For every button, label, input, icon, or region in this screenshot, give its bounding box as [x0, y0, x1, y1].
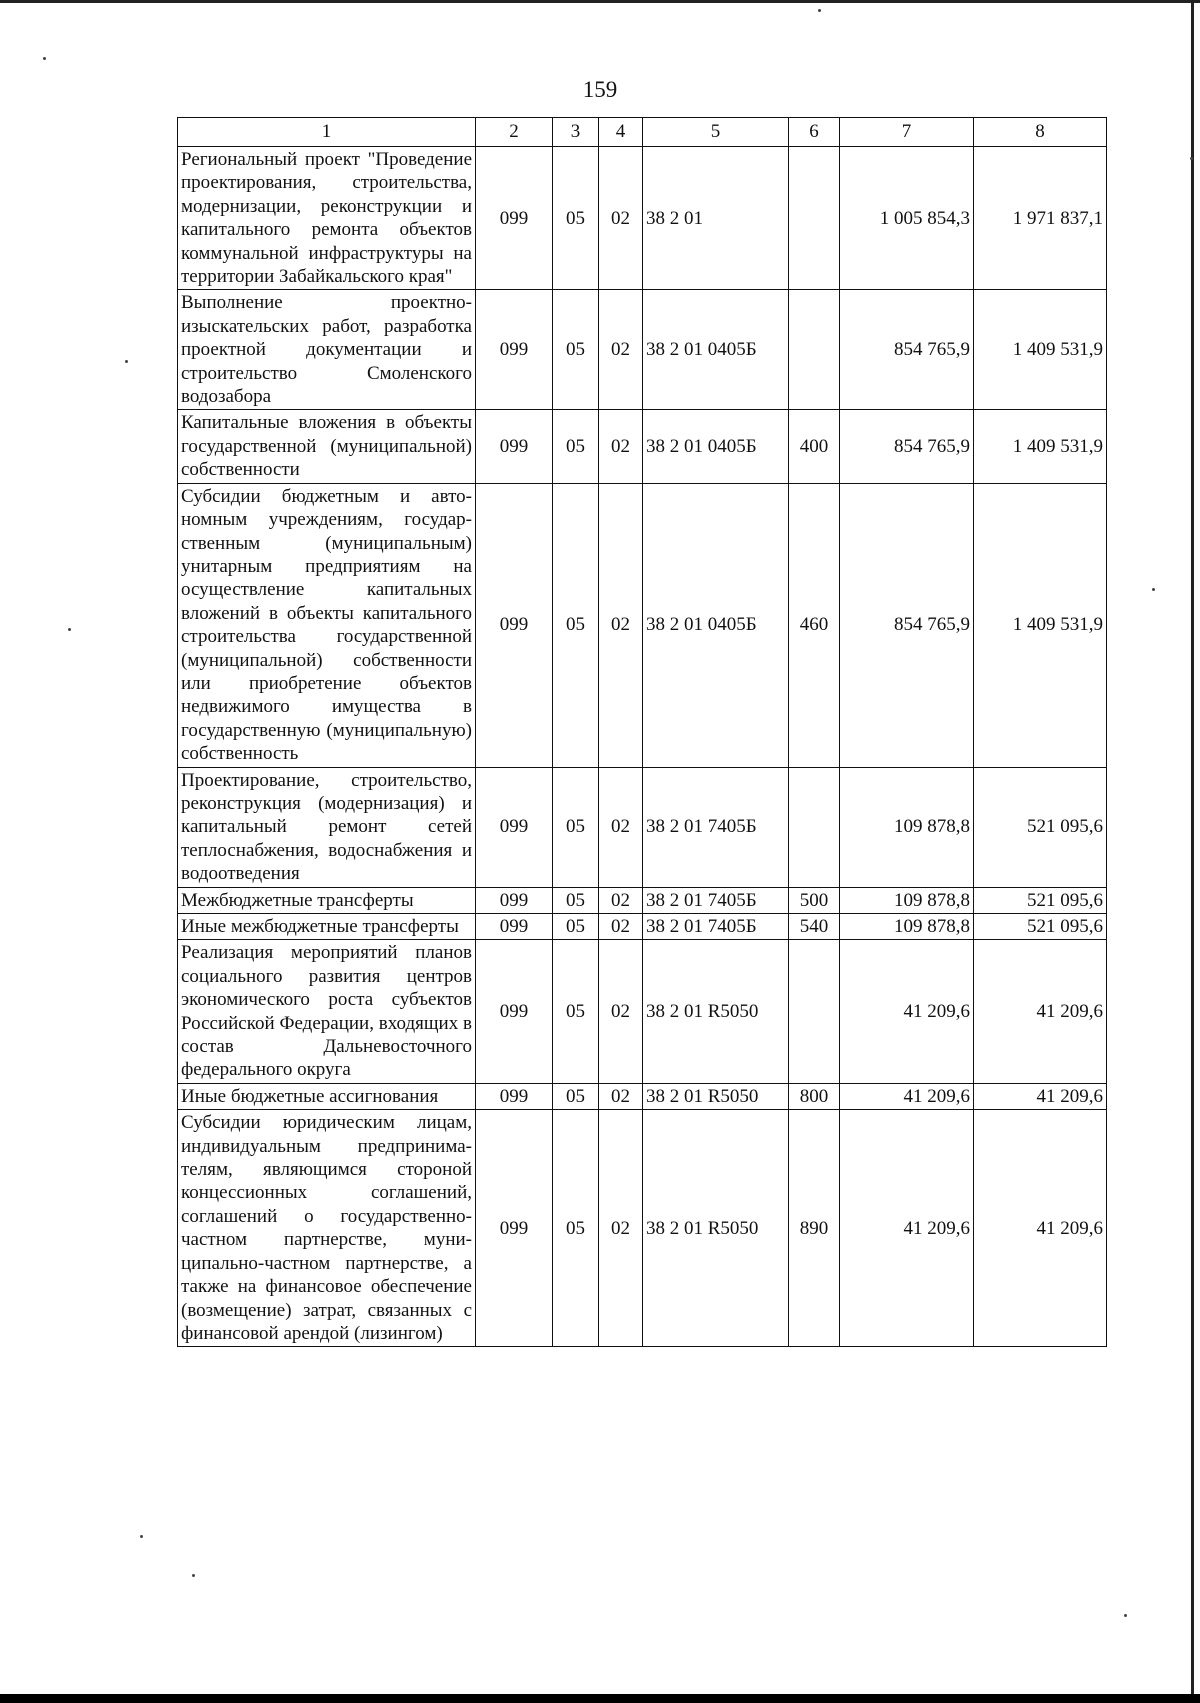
- row-cell: 38 2 01 R5050: [643, 1083, 789, 1109]
- row-cell: 521 095,6: [974, 767, 1107, 887]
- column-header: 5: [643, 118, 789, 147]
- row-cell: 05: [553, 410, 599, 483]
- row-name: Иные межбюджетные трансферты: [178, 914, 476, 940]
- scan-speck: [68, 628, 71, 631]
- row-cell: [789, 147, 840, 290]
- scan-speck: [818, 9, 821, 12]
- row-cell: 854 765,9: [840, 483, 974, 767]
- row-cell: 41 209,6: [974, 1110, 1107, 1347]
- row-cell: 1 409 531,9: [974, 290, 1107, 410]
- row-cell: 05: [553, 483, 599, 767]
- row-cell: 41 209,6: [840, 1083, 974, 1109]
- row-cell: 38 2 01 R5050: [643, 940, 789, 1083]
- row-cell: 099: [476, 940, 553, 1083]
- row-cell: 02: [599, 147, 643, 290]
- row-cell: 38 2 01: [643, 147, 789, 290]
- row-name: Выполнение проектно-изыскательских работ, разработка проектной документации и строительство Смоленского водозабора: [178, 290, 476, 410]
- row-cell: 460: [789, 483, 840, 767]
- row-name: Субсидии бюджетным и автономным учреждениям, государственным (муниципальным) унитарным предприятиям на осуществление капитальных вложений в объекты капитального строительства государственной (муниципальной) собственности или приобретение объектов недвижимого имущества в государственную (муниципальную) собственность: [178, 483, 476, 767]
- row-cell: 38 2 01 0405Б: [643, 410, 789, 483]
- row-name: Региональный проект "Проведение проектирования, строительства, модернизации, реконструкции и капитального ремонта объектов коммунальной инфраструктуры на территории Забайкальского края": [178, 147, 476, 290]
- column-header: 7: [840, 118, 974, 147]
- row-name: Межбюджетные трансферты: [178, 887, 476, 913]
- table-row: [178, 887, 1107, 913]
- table-header-row: [178, 118, 1107, 147]
- row-cell: 05: [553, 887, 599, 913]
- row-cell: [789, 290, 840, 410]
- scan-speck: [43, 57, 46, 60]
- column-header: 4: [599, 118, 643, 147]
- row-cell: 521 095,6: [974, 887, 1107, 913]
- row-cell: 521 095,6: [974, 914, 1107, 940]
- row-cell: 02: [599, 1083, 643, 1109]
- scan-edge-right: [1191, 0, 1194, 1703]
- scan-edge-bottom: [0, 1694, 1200, 1703]
- row-cell: 540: [789, 914, 840, 940]
- row-cell: 02: [599, 940, 643, 1083]
- row-cell: 41 209,6: [840, 1110, 974, 1347]
- scan-speck: [125, 360, 128, 363]
- table-row: [178, 483, 1107, 767]
- row-cell: 1 409 531,9: [974, 410, 1107, 483]
- row-cell: 02: [599, 767, 643, 887]
- row-cell: 800: [789, 1083, 840, 1109]
- row-cell: 099: [476, 147, 553, 290]
- row-cell: 05: [553, 290, 599, 410]
- column-header: 6: [789, 118, 840, 147]
- row-cell: 02: [599, 483, 643, 767]
- scan-speck: [1152, 588, 1155, 591]
- row-cell: 02: [599, 1110, 643, 1347]
- row-cell: 38 2 01 7405Б: [643, 887, 789, 913]
- row-cell: 099: [476, 290, 553, 410]
- row-cell: 05: [553, 1110, 599, 1347]
- row-name: Иные бюджетные ассигнования: [178, 1083, 476, 1109]
- row-name: Капитальные вложения в объекты государственной (муниципальной) собственности: [178, 410, 476, 483]
- column-header: 1: [178, 118, 476, 147]
- row-cell: 099: [476, 767, 553, 887]
- row-cell: 109 878,8: [840, 767, 974, 887]
- table-row: [178, 1083, 1107, 1109]
- row-cell: 099: [476, 1083, 553, 1109]
- row-cell: 854 765,9: [840, 290, 974, 410]
- column-header: 8: [974, 118, 1107, 147]
- table-row: [178, 1110, 1107, 1347]
- page-number: 159: [582, 77, 618, 102]
- row-cell: 38 2 01 0405Б: [643, 483, 789, 767]
- row-cell: 02: [599, 914, 643, 940]
- row-cell: 02: [599, 887, 643, 913]
- row-cell: 1 005 854,3: [840, 147, 974, 290]
- row-cell: 38 2 01 0405Б: [643, 290, 789, 410]
- table-row: [178, 767, 1107, 887]
- row-cell: 890: [789, 1110, 840, 1347]
- budget-table: [177, 117, 1107, 1347]
- row-name: Реализация мероприятий планов социального развития центров экономического роста субъектов Российской Федерации, входящих в состав Дальневосточного федерального округа: [178, 940, 476, 1083]
- row-cell: 099: [476, 483, 553, 767]
- scan-speck: [140, 1535, 143, 1538]
- table-row: [178, 940, 1107, 1083]
- row-cell: 099: [476, 887, 553, 913]
- table-row: [178, 290, 1107, 410]
- row-cell: 400: [789, 410, 840, 483]
- row-cell: 41 209,6: [974, 940, 1107, 1083]
- row-cell: 109 878,8: [840, 914, 974, 940]
- row-name: Субсидии юридическим лицам, индивидуальным предпринимателям, являющимся стороной концессионных соглашений, соглашений о государственно-частном партнерстве, муниципально-частном партнерстве, а также на финансовое обеспечение (возмещение) затрат, связанных с финансовой арендой (лизингом): [178, 1110, 476, 1347]
- row-cell: 099: [476, 1110, 553, 1347]
- column-header: 3: [553, 118, 599, 147]
- row-cell: 38 2 01 R5050: [643, 1110, 789, 1347]
- row-name: Проектирование, строительство, реконструкция (модернизация) и капитальный ремонт сетей теплоснабжения, водоснабжения и водоотведения: [178, 767, 476, 887]
- scan-speck: [1190, 157, 1193, 160]
- table-row: [178, 410, 1107, 483]
- row-cell: 099: [476, 914, 553, 940]
- row-cell: 05: [553, 767, 599, 887]
- row-cell: 05: [553, 147, 599, 290]
- row-cell: 099: [476, 410, 553, 483]
- row-cell: 05: [553, 1083, 599, 1109]
- scan-speck: [192, 1574, 195, 1577]
- row-cell: 02: [599, 410, 643, 483]
- row-cell: [789, 767, 840, 887]
- table-row: [178, 147, 1107, 290]
- row-cell: 500: [789, 887, 840, 913]
- row-cell: 02: [599, 290, 643, 410]
- row-cell: 38 2 01 7405Б: [643, 767, 789, 887]
- row-cell: 05: [553, 914, 599, 940]
- row-cell: 854 765,9: [840, 410, 974, 483]
- row-cell: 109 878,8: [840, 887, 974, 913]
- row-cell: 05: [553, 940, 599, 1083]
- row-cell: 1 971 837,1: [974, 147, 1107, 290]
- row-cell: 41 209,6: [974, 1083, 1107, 1109]
- row-cell: [789, 940, 840, 1083]
- row-cell: 1 409 531,9: [974, 483, 1107, 767]
- table-row: [178, 914, 1107, 940]
- scan-edge-top: [0, 0, 1200, 3]
- column-header: 2: [476, 118, 553, 147]
- scan-speck: [1124, 1614, 1127, 1617]
- row-cell: 41 209,6: [840, 940, 974, 1083]
- row-cell: 38 2 01 7405Б: [643, 914, 789, 940]
